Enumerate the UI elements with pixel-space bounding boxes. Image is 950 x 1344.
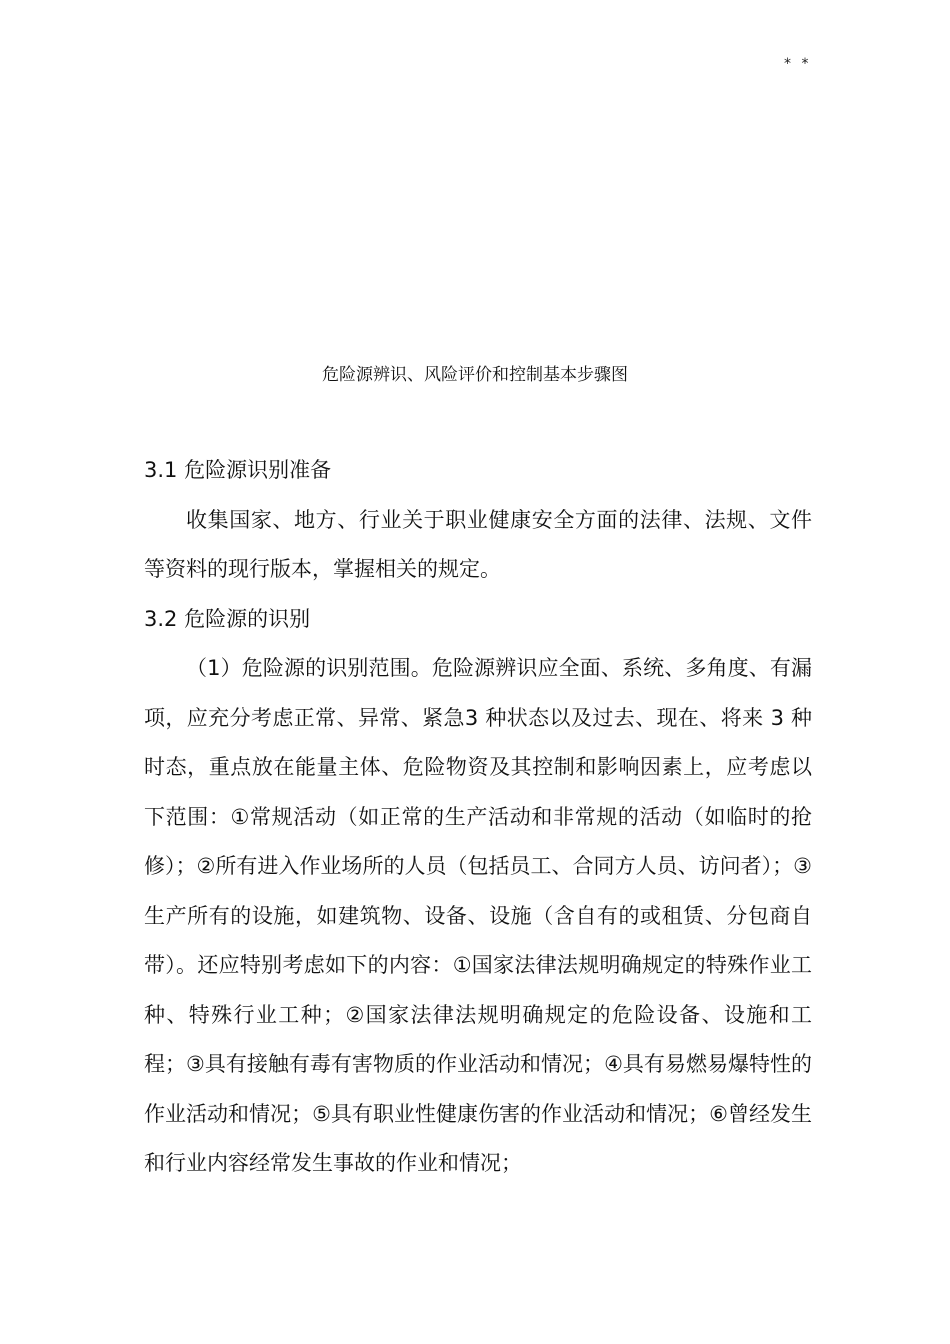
figure-caption: 危险源辨识、风险评价和控制基本步骤图	[322, 365, 628, 385]
document-body	[144, 446, 812, 1189]
section-3-1-paragraph: 收集国家、地方、行业关于职业健康安全方面的法律、法规、文件等资料的现行版本，掌握相关的规定。	[144, 507, 812, 581]
section-heading-3-2: 3.2 危险源的识别	[144, 606, 311, 631]
section-3-2-paragraph: （1）危险源的识别范围。危险源辨识应全面、系统、多角度、有漏项，应充分考虑正常、异常、紧急3 种状态以及过去、现在、将来 3 种时态，重点放在能量主体、危险物资及其控制和影响因素上，应考虑以下范围：①常规活动（如正常的生产活动和非常规的活动（如临时的抢修）；②所有进入作业场所的人员（包括员工、合同方人员、访问者）；③生产所有的设施，如建筑物、设备、设施（含自有的或租赁、分包商自带）。还应特别考虑如下的内容：①国家法律法规明确规定的特殊作业工种、特殊行业工种；②国家法律法规明确规定的危险设备、设施和工程；③具有接触有毒有害物质的作业活动和情况；④具有易燃易爆特性的作业活动和情况；⑤具有职业性健康伤害的作业活动和情况；⑥曾经发生和行业内容经常发生事故的作业和情况；	[144, 656, 812, 1175]
page-header-mark: * *	[784, 56, 812, 72]
section-heading-3-1: 3.1 危险源识别准备	[144, 458, 332, 482]
